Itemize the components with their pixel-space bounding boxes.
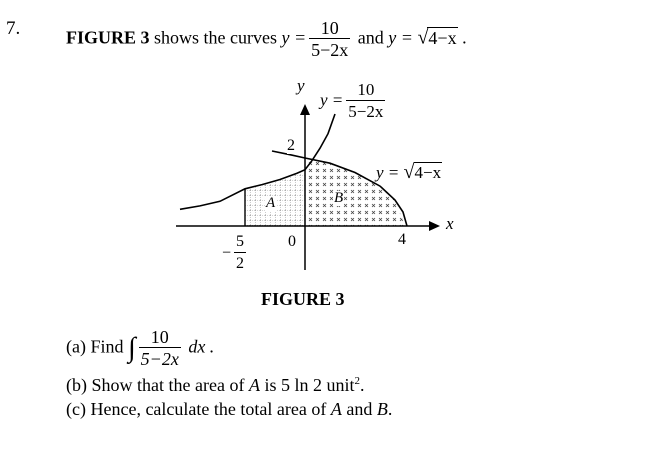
part-a-label: (a) Find	[66, 336, 124, 357]
region-b-label: B	[334, 190, 344, 206]
curve2-label-lhs: y =	[376, 163, 400, 182]
curve1-label-lhs: y =	[320, 90, 344, 110]
origin-label: 0	[288, 233, 296, 250]
part-b-region-a: A	[248, 375, 260, 395]
curve1-label-denominator: 5−2x	[348, 102, 384, 121]
figure-reference: FIGURE 3	[66, 27, 150, 48]
part-b-text-1: (b) Show that the area of	[66, 375, 245, 395]
curve1-numerator: 10	[309, 18, 350, 39]
part-b	[66, 375, 364, 396]
y-axis-label: y	[297, 76, 305, 95]
curve1-denominator: 5−2x	[311, 40, 349, 60]
curve2-label-sqrt-icon: √	[403, 161, 415, 183]
figure-caption: FIGURE 3	[261, 289, 345, 309]
curve1-label-fraction	[346, 80, 385, 123]
y-axis-arrow	[300, 104, 310, 115]
curve1-label-numerator: 10	[346, 80, 385, 101]
curve2-label	[376, 161, 442, 184]
part-b-end: .	[359, 375, 365, 395]
region-a-label: A	[266, 195, 276, 211]
part-a-denominator: 5−2x	[140, 349, 179, 369]
part-c-region-b: B	[376, 399, 388, 419]
curve2-lhs: y =	[388, 27, 413, 48]
part-a-dx: dx .	[188, 336, 215, 357]
x-axis-arrow	[429, 221, 440, 231]
y-tick-2: 2	[287, 137, 295, 154]
five-numerator: 5	[234, 232, 246, 253]
part-c-and: and	[346, 399, 373, 419]
part-c-region-a: A	[330, 399, 342, 419]
part-b-value: 5 ln 2 unit	[280, 375, 355, 395]
curve1-lhs: y =	[281, 27, 307, 48]
x-axis-label: x	[446, 214, 454, 233]
intro-end: .	[462, 27, 467, 48]
intro-text: shows the curves	[154, 27, 277, 48]
and-word: and	[357, 27, 384, 48]
integral-sign-icon: ∫	[128, 332, 136, 364]
part-a-fraction	[139, 327, 181, 370]
part-b-superscript: 2	[354, 375, 360, 387]
sqrt-symbol: √	[417, 26, 429, 49]
part-a	[66, 327, 214, 370]
neg-five-halves-fraction	[234, 232, 246, 275]
curve1-label	[320, 80, 388, 123]
question-number: 7.	[6, 18, 21, 39]
curve2-radicand: 4−x	[428, 27, 457, 48]
two-denominator: 2	[236, 255, 245, 272]
x-tick-4: 4	[398, 231, 406, 248]
part-c-text-1: (c) Hence, calculate the total area of	[66, 399, 327, 419]
part-c-end: .	[387, 399, 393, 419]
minus-sign: −	[222, 244, 232, 262]
part-a-numerator: 10	[139, 327, 181, 348]
x-tick-neg-five-halves	[222, 232, 249, 275]
part-b-text-2: is	[264, 375, 277, 395]
curve2-label-radicand: 4−x	[414, 163, 442, 182]
part-c	[66, 399, 392, 420]
